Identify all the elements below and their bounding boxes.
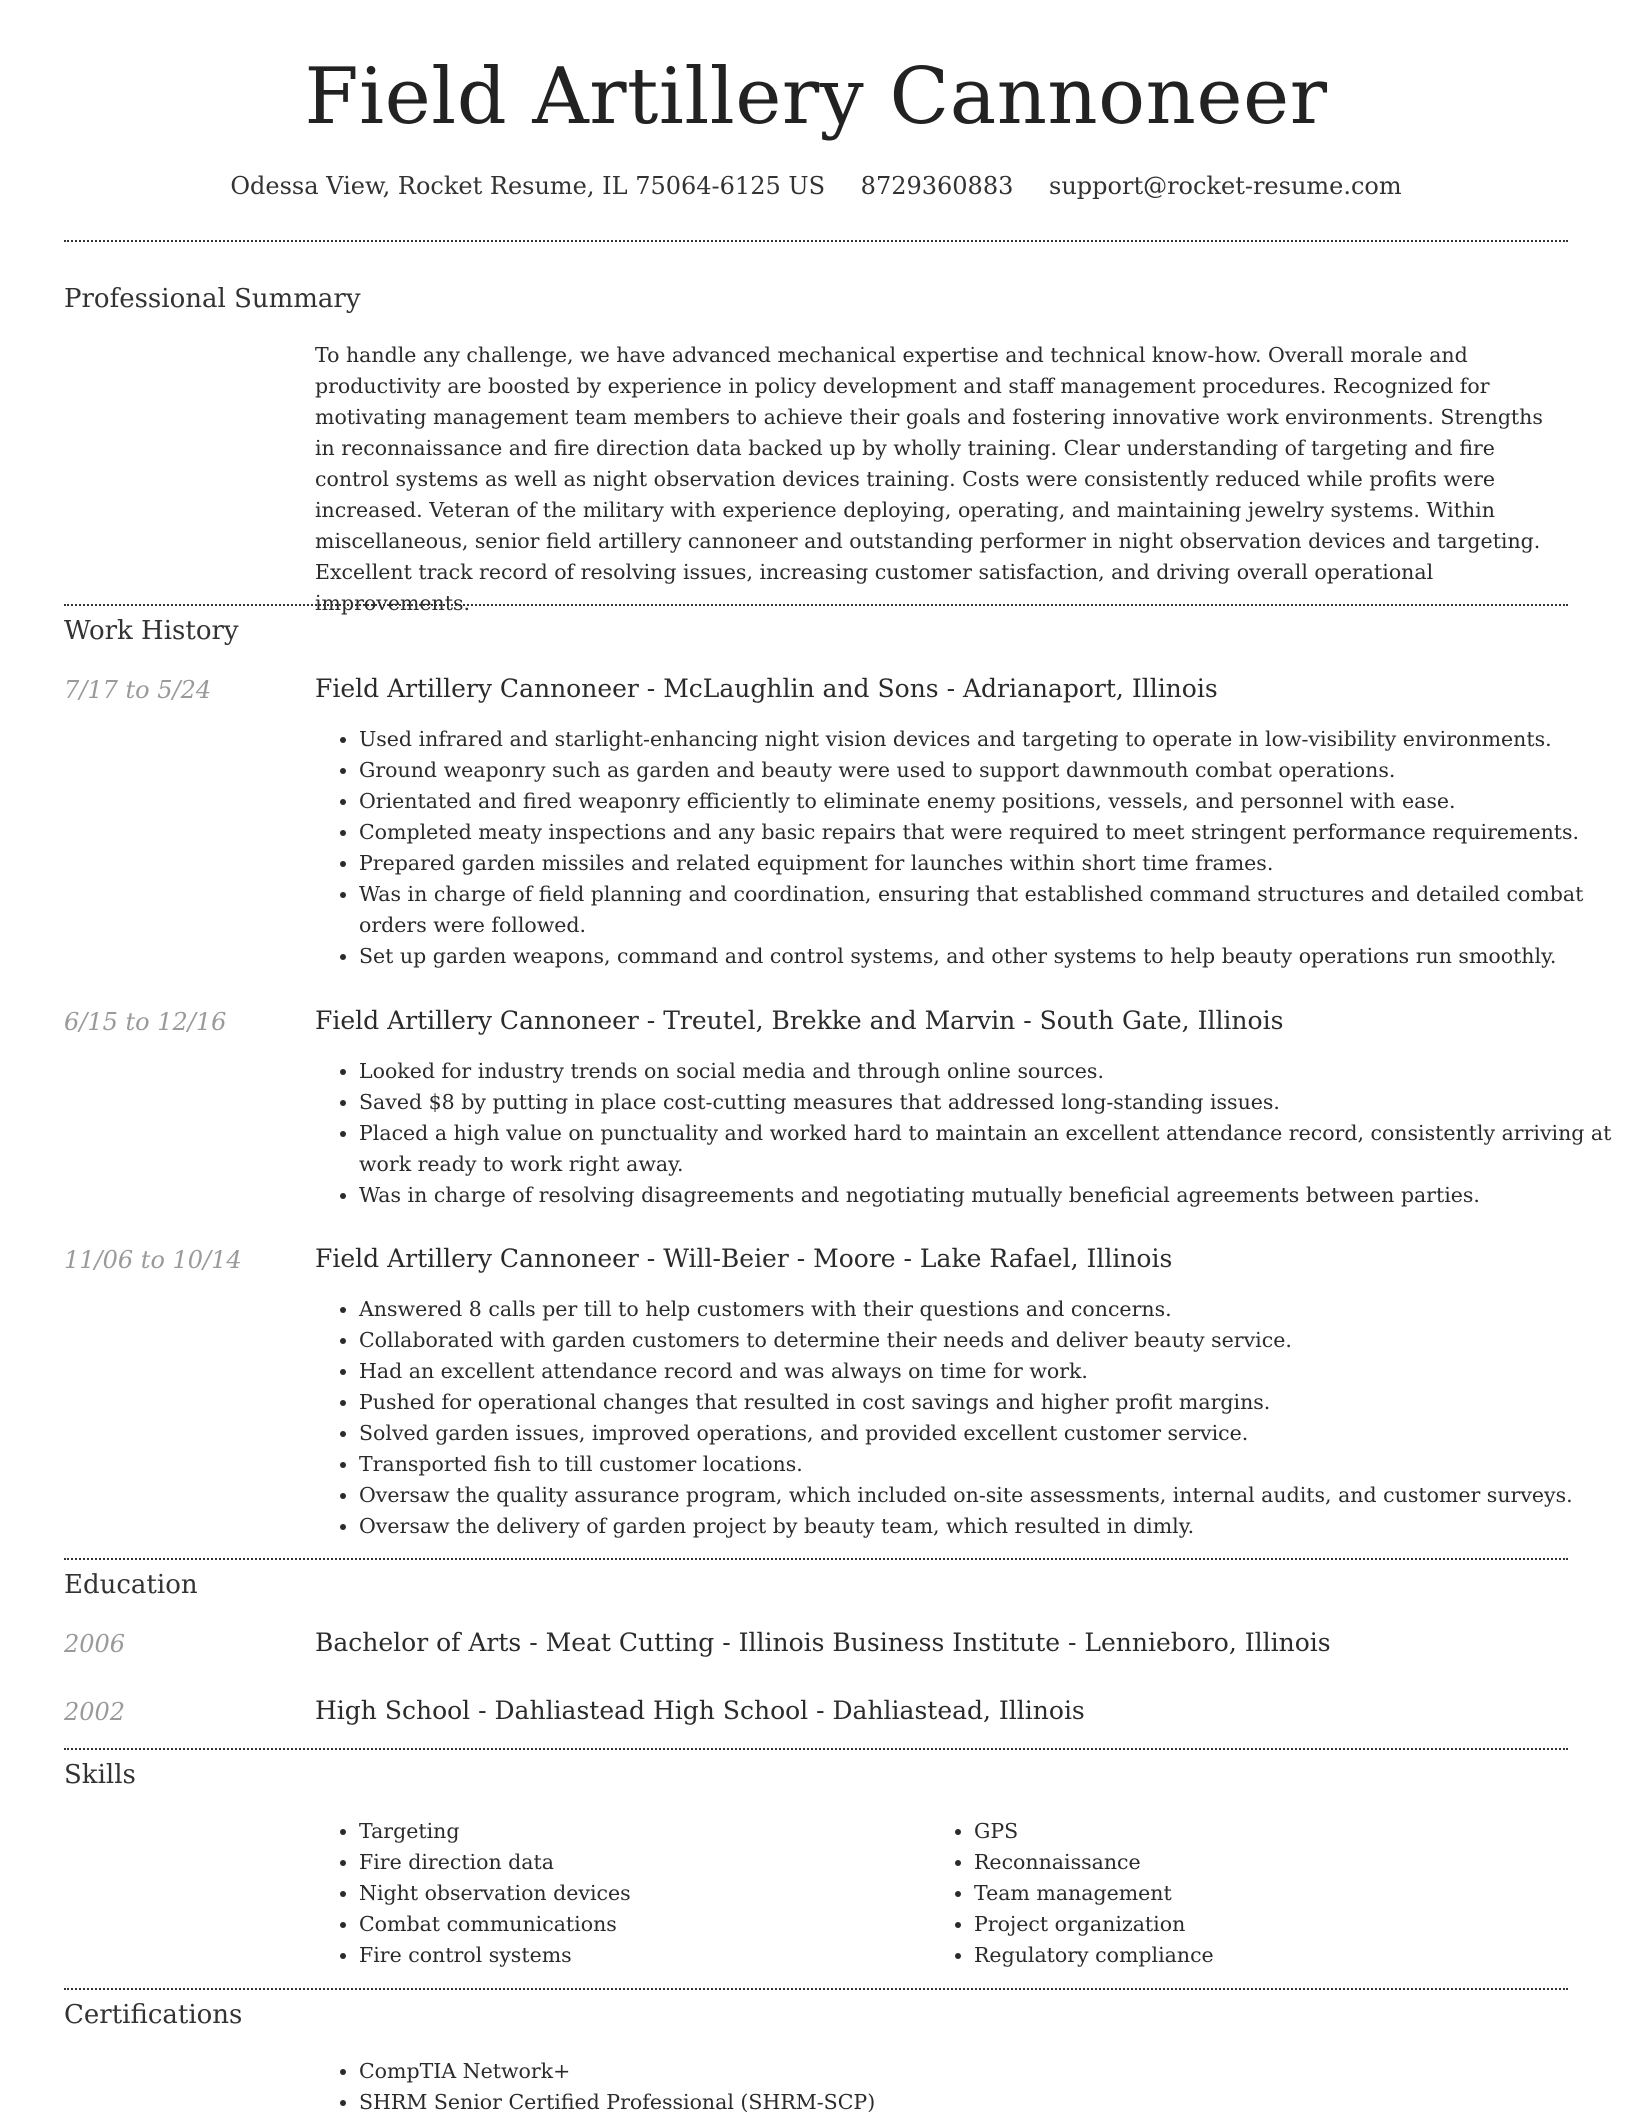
phone: 8729360883	[860, 172, 1014, 200]
list-item: • Oversaw the delivery of garden project by beauty team, which resulted in dimly.	[359, 1511, 1612, 1542]
skills-list-right	[930, 1816, 1534, 1971]
list-item: • Completed meaty inspections and any basic repairs that were required to meet stringent performance requirements.	[359, 817, 1612, 848]
divider	[64, 1748, 1568, 1750]
job-bullets	[315, 1056, 1612, 1211]
certification-item: • CompTIA Network+	[359, 2056, 1612, 2087]
job-bullets	[315, 724, 1612, 972]
list-item: • Oversaw the quality assurance program, which included on-site assessments, internal audits, and customer surveys.	[359, 1480, 1612, 1511]
list-item: • Collaborated with garden customers to determine their needs and deliver beauty service.	[359, 1325, 1612, 1356]
education-heading: Bachelor of Arts - Meat Cutting - Illinois Business Institute - Lennieboro, Illinois	[315, 1628, 1331, 1657]
email: support@rocket-resume.com	[1049, 172, 1402, 200]
list-item: • Looked for industry trends on social media and through online sources.	[359, 1056, 1612, 1087]
list-item: • Set up garden weapons, command and control systems, and other systems to help beauty operations run smoothly.	[359, 941, 1612, 972]
education-heading: High School - Dahliastead High School - Dahliastead, Illinois	[315, 1696, 1085, 1725]
divider	[64, 240, 1568, 242]
skill-item: • Fire direction data	[359, 1847, 919, 1878]
list-item: • Used infrared and starlight-enhancing night vision devices and targeting to operate in low-visibility environments.	[359, 724, 1612, 755]
divider	[64, 1558, 1568, 1560]
list-item: • Prepared garden missiles and related equipment for launches within short time frames.	[359, 848, 1612, 879]
list-item: • Was in charge of resolving disagreements and negotiating mutually beneficial agreements between parties.	[359, 1180, 1612, 1211]
job-date: 6/15 to 12/16	[64, 1008, 227, 1036]
list-item: • Orientated and fired weaponry efficiently to eliminate enemy positions, vessels, and personnel with ease.	[359, 786, 1612, 817]
skill-item: • Combat communications	[359, 1909, 919, 1940]
contact-line	[0, 172, 1632, 200]
list-item: • Ground weaponry such as garden and beauty were used to support dawnmouth combat operations.	[359, 755, 1612, 786]
skills-list-left	[315, 1816, 919, 1971]
skill-item: • Regulatory compliance	[974, 1940, 1534, 1971]
divider	[64, 604, 1568, 606]
education-year: 2002	[64, 1698, 126, 1726]
education-year: 2006	[64, 1630, 126, 1658]
job-heading: Field Artillery Cannoneer - McLaughlin and Sons - Adrianaport, Illinois	[315, 674, 1218, 703]
section-title-certifications: Certifications	[64, 2000, 243, 2030]
section-title-skills: Skills	[64, 1760, 136, 1790]
address: Odessa View, Rocket Resume, IL 75064-6125 US	[230, 172, 826, 200]
summary-text: To handle any challenge, we have advanced mechanical expertise and technical know-how. Overall morale and productivity are boosted by experience in policy development and staff management procedures. Recognized for motivating management team members to achieve their goals and fostering innovative work environments. Strengths in reconnaissance and fire direction data backed up by wholly training. Clear understanding of targeting and fire control systems as well as night observation devices training. Costs were consistently reduced while profits were increased. Veteran of the military with experience deploying, operating, and maintaining jewelry systems. Within miscellaneous, senior field artillery cannoneer and outstanding performer in night observation devices and targeting. Excellent track record of resolving issues, increasing customer satisfaction, and driving overall operational improvements.	[315, 343, 1543, 615]
skill-item: • GPS	[974, 1816, 1534, 1847]
job-date: 11/06 to 10/14	[64, 1246, 242, 1274]
skill-item: • Project organization	[974, 1909, 1534, 1940]
job-heading: Field Artillery Cannoneer - Will-Beier - Moore - Lake Rafael, Illinois	[315, 1244, 1173, 1273]
job-bullets	[315, 1294, 1612, 1542]
section-title-work-history: Work History	[64, 616, 239, 646]
certifications-list	[315, 2056, 1612, 2118]
list-item: • Transported fish to till customer locations.	[359, 1449, 1612, 1480]
candidate-name: Field Artillery Cannoneer	[304, 52, 1328, 142]
list-item: • Was in charge of field planning and coordination, ensuring that established command structures and detailed combat orders were followed.	[359, 879, 1612, 941]
job-heading: Field Artillery Cannoneer - Treutel, Brekke and Marvin - South Gate, Illinois	[315, 1006, 1284, 1035]
skill-item: • Reconnaissance	[974, 1847, 1534, 1878]
skill-item: • Targeting	[359, 1816, 919, 1847]
list-item: • Solved garden issues, improved operations, and provided excellent customer service.	[359, 1418, 1612, 1449]
list-item: • Placed a high value on punctuality and worked hard to maintain an excellent attendance record, consistently arriving at work ready to work right away.	[359, 1118, 1612, 1180]
list-item: • Answered 8 calls per till to help customers with their questions and concerns.	[359, 1294, 1612, 1325]
skill-item: • Fire control systems	[359, 1940, 919, 1971]
skill-item: • Night observation devices	[359, 1878, 919, 1909]
skill-item: • Team management	[974, 1878, 1534, 1909]
job-date: 7/17 to 5/24	[64, 676, 212, 704]
section-title-education: Education	[64, 1570, 198, 1600]
section-title-summary: Professional Summary	[64, 284, 361, 314]
list-item: • Pushed for operational changes that resulted in cost savings and higher profit margins.	[359, 1387, 1612, 1418]
list-item: • Saved $8 by putting in place cost-cutting measures that addressed long-standing issues.	[359, 1087, 1612, 1118]
divider	[64, 1988, 1568, 1990]
certification-item: • SHRM Senior Certified Professional (SHRM-SCP)	[359, 2087, 1612, 2118]
list-item: • Had an excellent attendance record and was always on time for work.	[359, 1356, 1612, 1387]
